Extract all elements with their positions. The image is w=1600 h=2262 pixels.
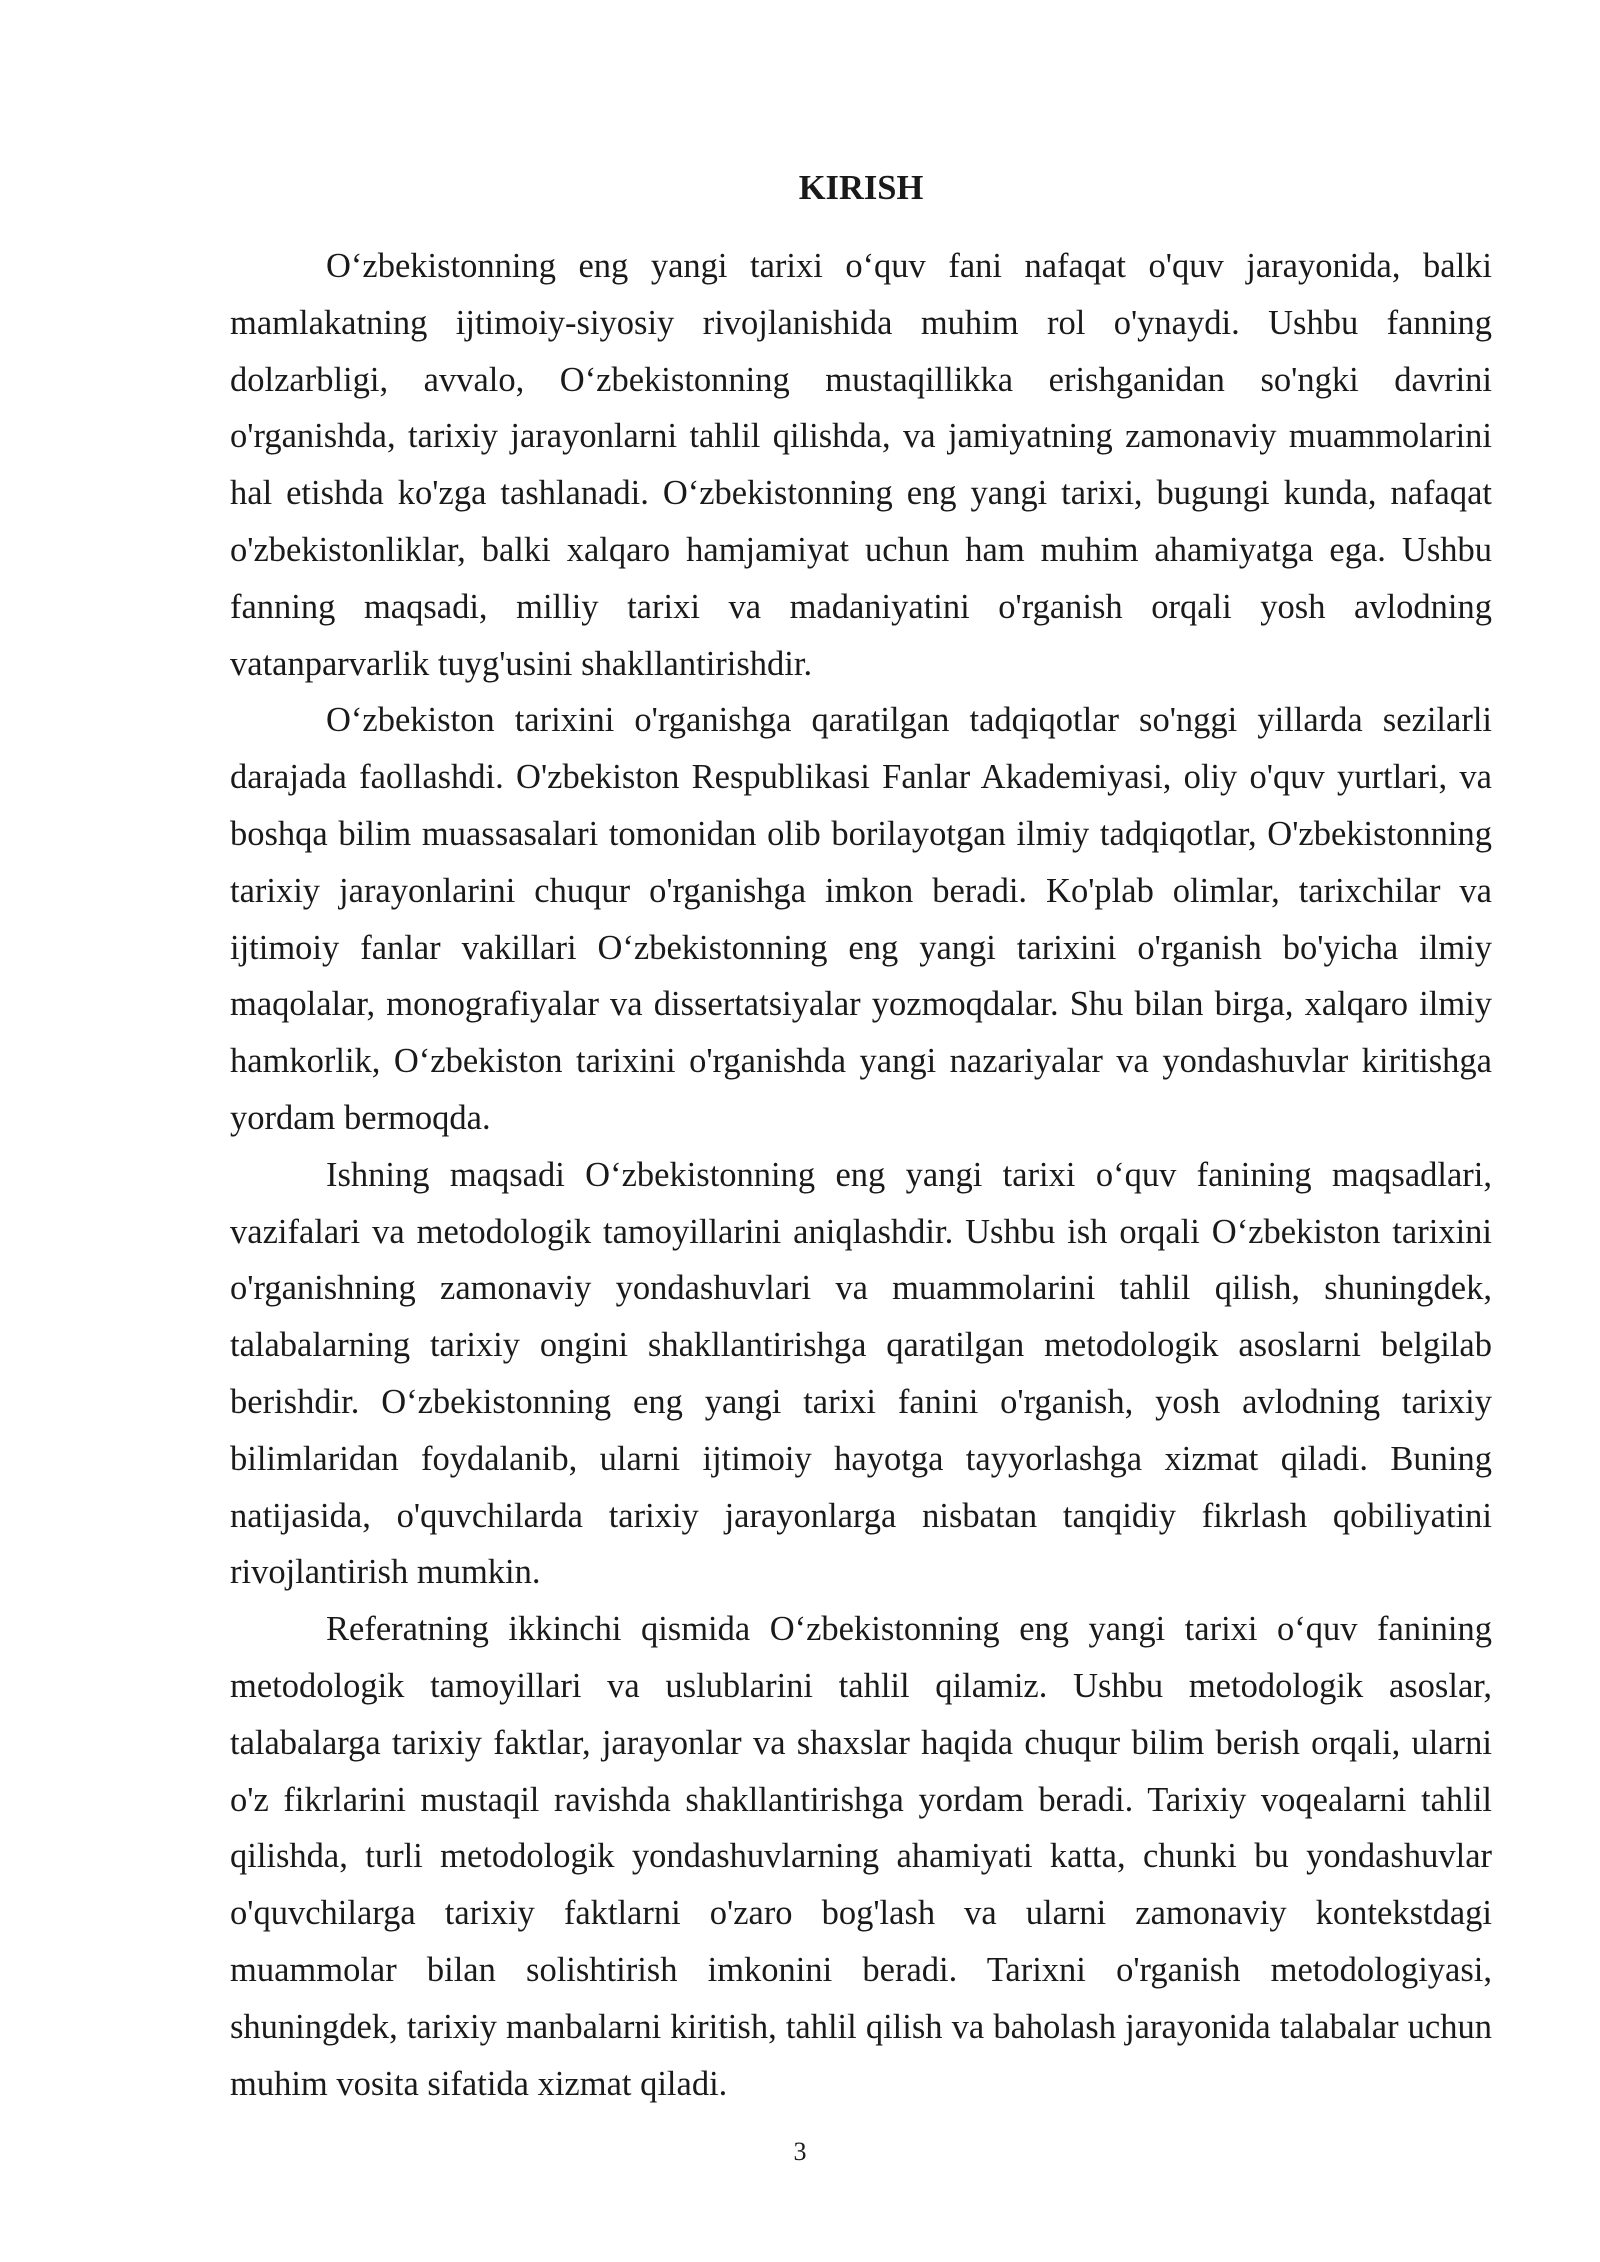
page-content (230, 160, 1492, 2112)
section-title: KIRISH (798, 169, 924, 207)
page-number: 3 (793, 2137, 807, 2166)
paragraph-2: O‘zbekiston tarixini o'rganishga qaratilgan tadqiqotlar so'nggi yillarda sezilarli darajada faollashdi. O'zbekiston Respublikasi Fanlar Akademiyasi, oliy o'quv yurtlari, va boshqa bilim muassasalari tomonidan olib borilayotgan ilmiy tadqiqotlar, O'zbekistonning tarixiy jarayonlarini chuqur o'rganishga imkon beradi. Ko'plab olimlar, tarixchilar va ijtimoiy fanlar vakillari O‘zbekistonning eng yangi tarixini o'rganish bo'yicha ilmiy maqolalar, monografiyalar va dissertatsiyalar yozmoqdalar. Shu bilan birga, xalqaro ilmiy hamkorlik, O‘zbekiston tarixini o'rganishda yangi nazariyalar va yondashuvlar kiritishga yordam bermoqda. (230, 701, 1492, 1137)
paragraph-3: Ishning maqsadi O‘zbekistonning eng yangi tarixi o‘quv fanining maqsadlari, vazifalari va metodologik tamoyillarini aniqlashdir. Ushbu ish orqali O‘zbekiston tarixini o'rganishning zamonaviy yondashuvlari va muammolarini tahlil qilish, shuningdek, talabalarning tarixiy ongini shakllantirishga qaratilgan metodologik asoslarni belgilab berishdir. O‘zbekistonning eng yangi tarixi fanini o'rganish, yosh avlodning tarixiy bilimlaridan foydalanib, ularni ijtimoiy hayotga tayyorlashga xizmat qiladi. Buning natijasida, o'quvchilarda tarixiy jarayonlarga nisbatan tanqidiy fikrlash qobiliyatini rivojlantirish mumkin. (230, 1155, 1492, 1592)
paragraph-4: Referatning ikkinchi qismida O‘zbekistonning eng yangi tarixi o‘quv fanining metodologik tamoyillari va uslublarini tahlil qilamiz. Ushbu metodologik asoslar, talabalarga tarixiy faktlar, jarayonlar va shaxslar haqida chuqur bilim berish orqali, ularni o'z fikrlarini mustaqil ravishda shakllantirishga yordam beradi. Tarixiy voqealarni tahlil qilishda, turli metodologik yondashuvlarning ahamiyati katta, chunki bu yondashuvlar o'quvchilarga tarixiy faktlarni o'zaro bog'lash va ularni zamonaviy kontekstdagi muammolar bilan solishtirish imkonini beradi. Tarixni o'rganish metodologiyasi, shuningdek, tarixiy manbalarni kiritish, tahlil qilish va baholash jarayonida talabalar uchun muhim vosita sifatida xizmat qiladi. (230, 1610, 1492, 2103)
paragraph-1: O‘zbekistonning eng yangi tarixi o‘quv fani nafaqat o'quv jarayonida, balki mamlakatning ijtimoiy-siyosiy rivojlanishida muhim rol o'ynaydi. Ushbu fanning dolzarbligi, avvalo, O‘zbekistonning mustaqillikka erishganidan so'ngki davrini o'rganishda, tarixiy jarayonlarni tahlil qilishda, va jamiyatning zamonaviy muammolarini hal etishda ko'zga tashlanadi. O‘zbekistonning eng yangi tarixi, bugungi kunda, nafaqat o'zbekistonliklar, balki xalqaro hamjamiyat uchun ham muhim ahamiyatga ega. Ushbu fanning maqsadi, milliy tarixi va madaniyatini o'rganish orqali yosh avlodning vatanparvarlik tuyg'usini shakllantirishdir. (230, 247, 1492, 683)
